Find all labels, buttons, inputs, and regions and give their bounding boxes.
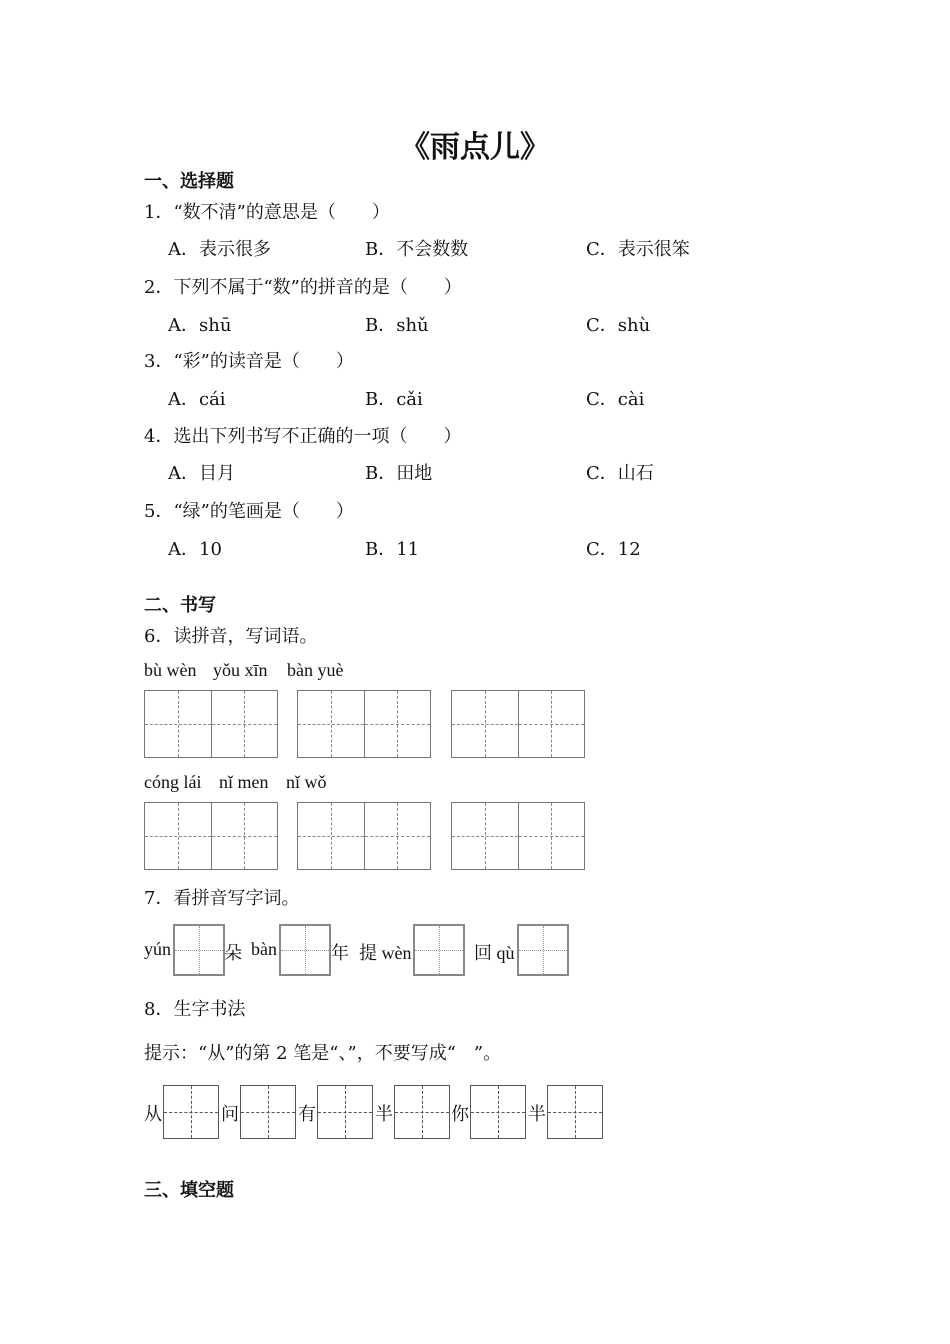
option-4c: C．山石 [586,463,654,484]
question-4: 4．选出下列书写不正确的一项（ ） [144,426,462,447]
option-4b: B．田地 [365,463,433,484]
pinyin-label: bàn yuè [287,660,344,680]
char-label: 年 [331,943,349,964]
char-label: 你 [451,1104,469,1125]
char-label: 从 [144,1104,162,1125]
section-heading-writing: 二、书写 [144,595,216,616]
writing-box[interactable] [297,802,431,870]
practice-box[interactable] [470,1085,526,1139]
practice-box[interactable] [163,1085,219,1139]
question-5: 5．“绿”的笔画是（ ） [144,501,354,522]
writing-box[interactable] [144,690,278,758]
question-7: 7．看拼音写字词。 [144,888,300,909]
pinyin-label: cóng lái [144,772,202,792]
practice-box[interactable] [317,1085,373,1139]
section-heading-choice: 一、选择题 [144,171,234,192]
char-label: 朵 [224,943,242,964]
char-label: 有 [298,1104,316,1125]
option-4a: A．目月 [168,463,235,484]
option-1a: A．表示很多 [168,239,271,260]
pinyin-label: nǐ men [219,772,269,792]
answer-box[interactable] [173,924,225,976]
option-5a: A．10 [168,539,222,560]
option-5b: B．11 [365,539,420,560]
option-2c: C．shù [586,315,651,336]
pinyin-label: yún [144,939,171,959]
pinyin-label: bù wèn [144,660,197,680]
option-1b: B．不会数数 [365,239,469,260]
question-2: 2．下列不属于“数”的拼音的是（ ） [144,277,462,298]
option-1c: C．表示很笨 [586,239,690,260]
question-3: 3．“彩”的读音是（ ） [144,351,354,372]
practice-box[interactable] [547,1085,603,1139]
pinyin-label: bàn [251,939,277,959]
practice-box[interactable] [394,1085,450,1139]
question-8: 8．生字书法 [144,999,246,1020]
option-5c: C．12 [586,539,641,560]
writing-box[interactable] [451,690,585,758]
hint-text: 提示：“从”的第 2 笔是“、”，不要写成“ ”。 [144,1043,502,1064]
option-2b: B．shǔ [365,315,429,336]
option-3c: C．cài [586,389,645,410]
pinyin-label: yǒu xīn [213,660,268,680]
pinyin-label: 回 qù [474,943,515,963]
question-1: 1．“数不清”的意思是（ ） [144,202,390,223]
char-label: 半 [375,1104,393,1125]
practice-box[interactable] [240,1085,296,1139]
section-heading-fill: 三、填空题 [144,1180,234,1201]
page-title: 《雨点儿》 [400,130,550,165]
pinyin-label: nǐ wǒ [286,772,327,792]
option-2a: A．shū [168,315,232,336]
option-3b: B．cǎi [365,389,423,410]
option-3a: A．cái [168,389,226,410]
question-6: 6．读拼音，写词语。 [144,626,318,647]
pinyin-label: 提 wèn [359,943,412,963]
answer-box[interactable] [517,924,569,976]
answer-box[interactable] [279,924,331,976]
writing-box[interactable] [451,802,585,870]
writing-box[interactable] [144,802,278,870]
char-label: 问 [221,1104,239,1125]
writing-box[interactable] [297,690,431,758]
answer-box[interactable] [413,924,465,976]
char-label: 半 [528,1104,546,1125]
